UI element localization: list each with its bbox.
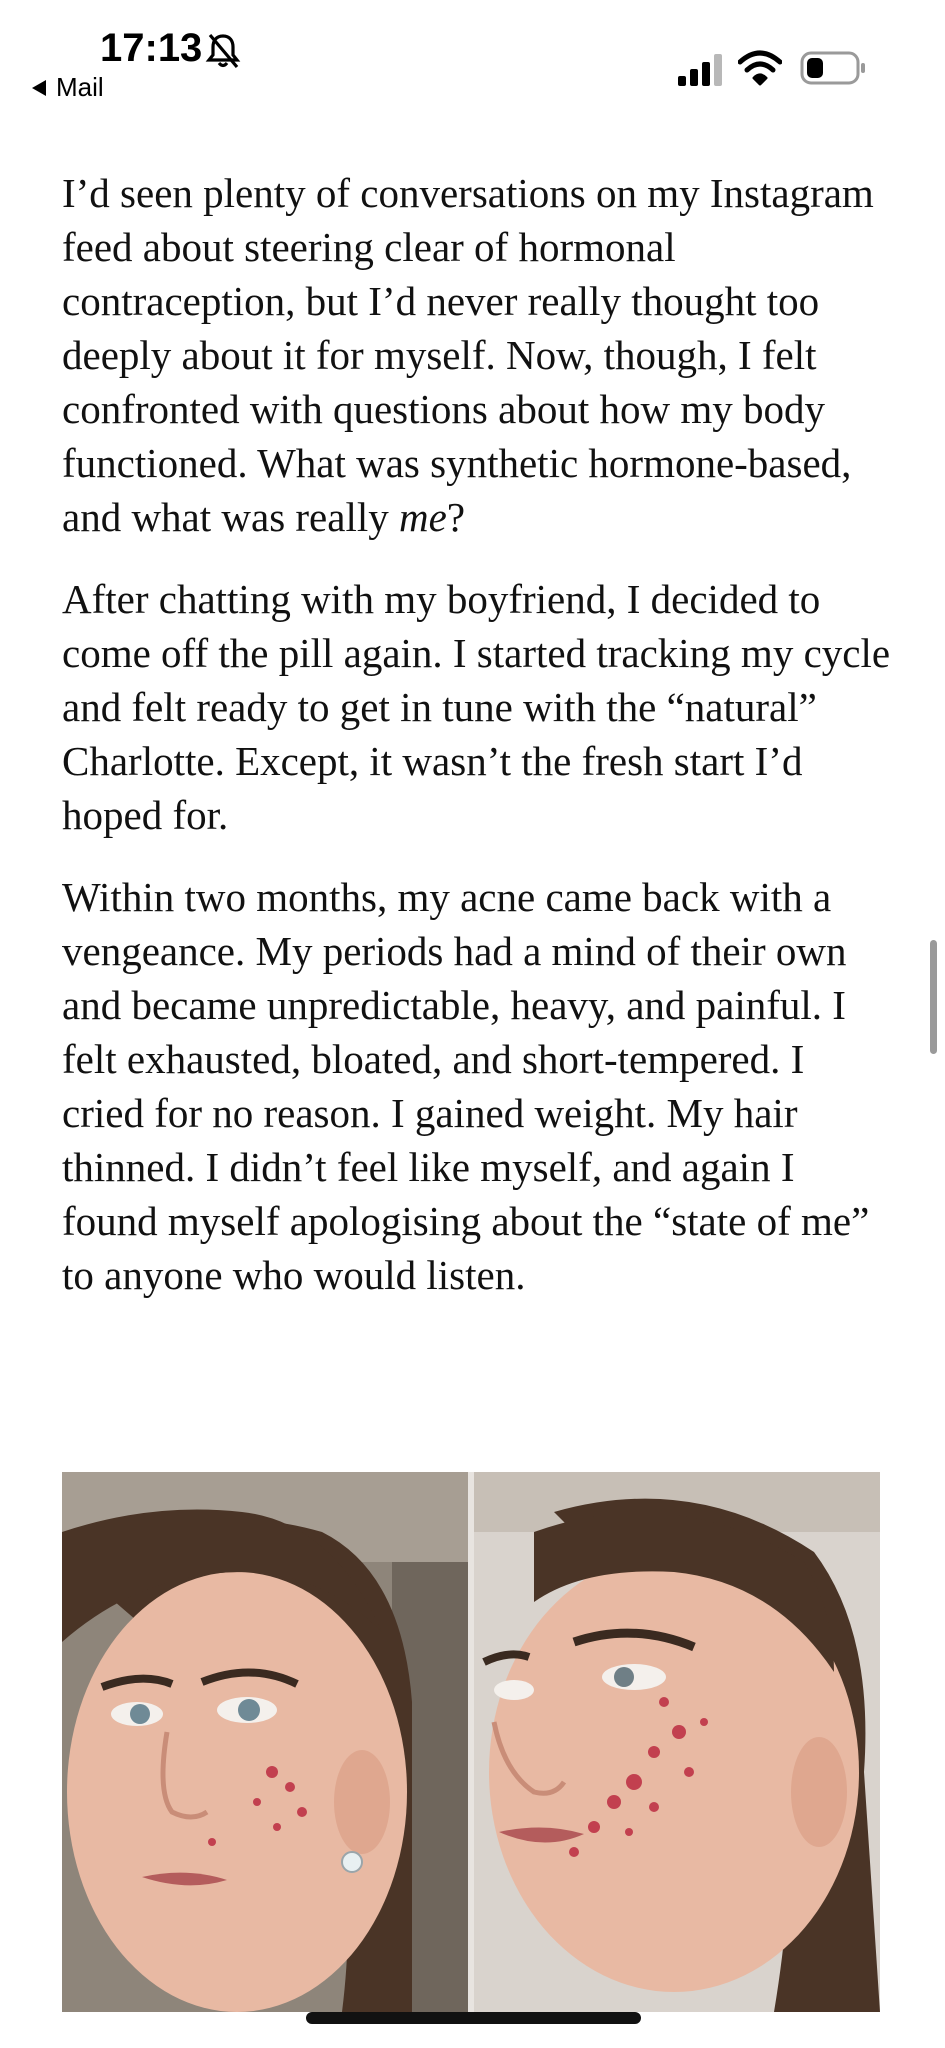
paragraph-1 bbox=[62, 166, 892, 544]
article-body bbox=[62, 166, 892, 1330]
paragraph-3: Within two months, my acne came back with a vengeance. My periods had a mind of their own and became unpredictable, heavy, and painful. I felt exhausted, bloated, and short-tempered. I cried for no reason. I gained weight. My hair thinned. I didn’t feel like myself, and again I found myself apologising about the “state of me” to anyone who would listen. bbox=[62, 874, 870, 1298]
wifi-icon bbox=[738, 50, 782, 86]
paragraph-1-end: ? bbox=[446, 494, 466, 540]
paragraph-1-text: I’d seen plenty of conversations on my Instagram feed about steering clear of hormonal contraception, but I’d never really thought too deeply about it for myself. Now, though, I felt confronted with questions about how my body functioned. What was synthetic hormone-based, and what was really bbox=[62, 170, 874, 540]
photo-left-face bbox=[62, 1472, 468, 2012]
back-to-mail-button[interactable] bbox=[30, 72, 104, 103]
back-label: Mail bbox=[56, 72, 104, 102]
photo-right-face bbox=[474, 1472, 880, 2012]
paragraph-1-emphasis: me bbox=[399, 494, 447, 540]
bell-slash-icon bbox=[205, 32, 241, 70]
status-bar bbox=[0, 0, 945, 110]
cellular-signal-icon bbox=[678, 54, 724, 86]
home-indicator[interactable] bbox=[306, 2012, 641, 2024]
scroll-indicator[interactable] bbox=[930, 940, 937, 1054]
paragraph-2: After chatting with my boyfriend, I decided to come off the pill again. I started tracking my cycle and felt ready to get in tune with the “natural” Charlotte. Except, it wasn’t the fresh start I’d hoped for. bbox=[62, 576, 891, 838]
back-caret-icon bbox=[30, 78, 48, 98]
battery-icon bbox=[800, 50, 866, 86]
article-photo[interactable] bbox=[62, 1472, 880, 2012]
status-time: 17:13 bbox=[100, 26, 203, 70]
